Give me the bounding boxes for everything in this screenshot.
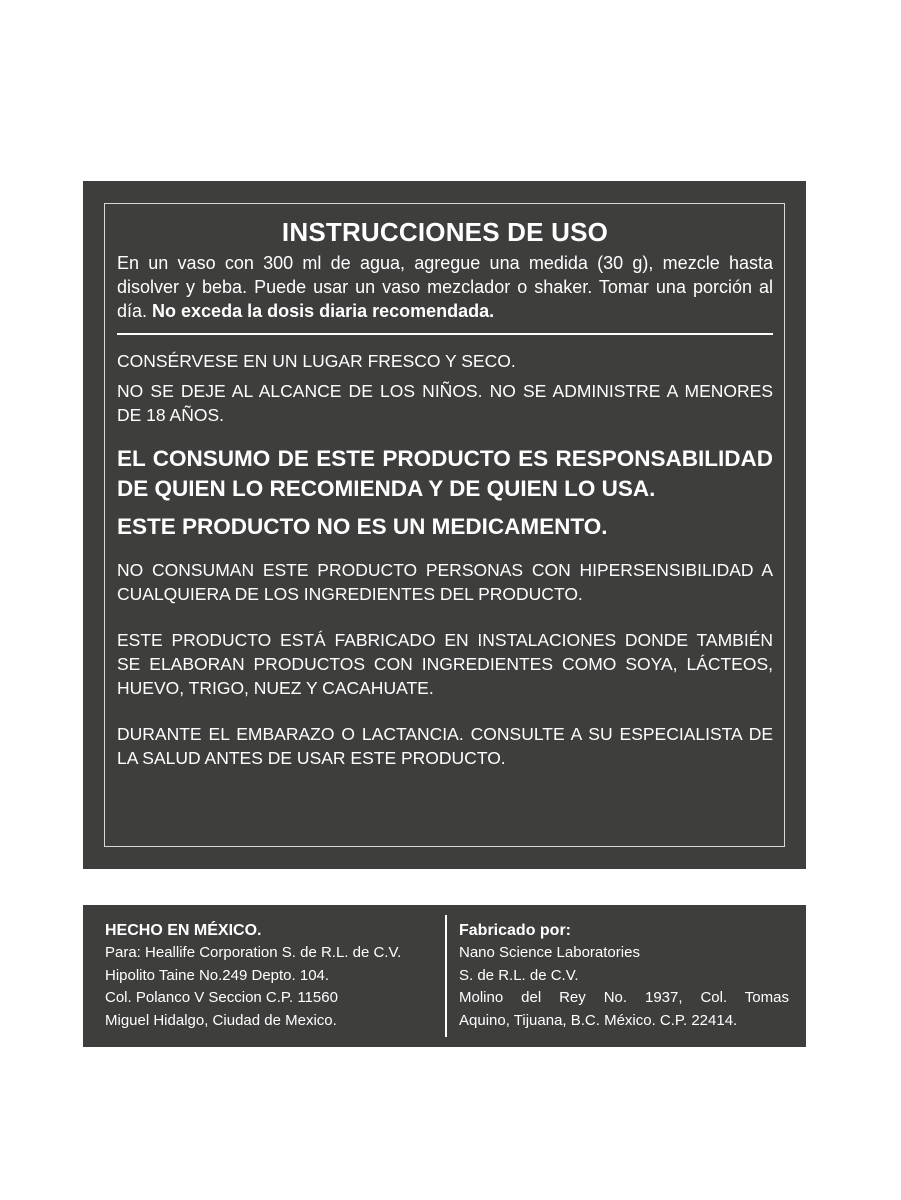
footer-left-line: Hipolito Taine No.249 Depto. 104. bbox=[105, 966, 330, 984]
pregnancy-warning: DURANTE EL EMBARAZO O LACTANCIA. CONSULTE A SU ESPECIALISTA DE LA SALUD ANTES DE USAR ESTE PRODUCTO. bbox=[117, 724, 773, 768]
footer-left-line: Col. Polanco V Seccion C.P. 11560 bbox=[105, 989, 338, 1006]
allergens-warning: ESTE PRODUCTO ESTÁ FABRICADO EN INSTALACIONES DONDE TAMBIÉN SE ELABORAN PRODUCTOS CON INGREDIENTES COMO SOYA, LÁCTEOS, HUEVO, TRIGO, NUEZ Y CACAHUATE. bbox=[117, 630, 773, 698]
children-warning: NO SE DEJE AL ALCANCE DE LOS NIÑOS. NO SE ADMINISTRE A MENORES DE 18 AÑOS. bbox=[117, 381, 773, 425]
footer-divider bbox=[445, 915, 447, 1037]
footer-right-line: Aquino, Tijuana, B.C. México. C.P. 22414. bbox=[459, 1011, 738, 1029]
footer-left-heading: HECHO EN MÉXICO. bbox=[105, 922, 262, 939]
footer-manufacturer bbox=[459, 920, 789, 1032]
instructions-intro-bold: No exceda la dosis diaria recomendada. bbox=[152, 301, 495, 321]
instructions-panel bbox=[83, 181, 806, 869]
footer-made-in bbox=[105, 920, 440, 1032]
not-medicine-notice: ESTE PRODUCTO NO ES UN MEDICAMENTO. bbox=[117, 514, 608, 539]
storage-warning: CONSÉRVESE EN UN LUGAR FRESCO Y SECO. bbox=[117, 351, 516, 371]
section-divider bbox=[117, 333, 773, 335]
instructions-intro bbox=[117, 251, 773, 323]
instructions-title: INSTRUCCIONES DE USO bbox=[281, 217, 609, 247]
footer-panel bbox=[83, 905, 806, 1047]
footer-left-line: Para: Heallife Corporation S. de R.L. de C.V. bbox=[105, 944, 402, 961]
footer-right-heading: Fabricado por: bbox=[459, 922, 572, 939]
responsibility-notice: EL CONSUMO DE ESTE PRODUCTO ES RESPONSABILIDAD DE QUIEN LO RECOMIENDA Y DE QUIEN LO USA. bbox=[117, 446, 773, 501]
hypersensitivity-warning: NO CONSUMAN ESTE PRODUCTO PERSONAS CON HIPERSENSIBILIDAD A CUALQUIERA DE LOS INGREDIENTES DEL PRODUCTO. bbox=[117, 560, 773, 604]
footer-right-line: S. de R.L. de C.V. bbox=[459, 966, 579, 984]
instructions-intro-text: En un vaso con 300 ml de agua, agregue una medida (30 g), mezcle hasta disolver y beba. Puede usar un vaso mezclador o shaker. Tomar una porción al día. bbox=[117, 253, 773, 321]
footer-right-line: Molino del Rey No. 1937, Col. Tomas bbox=[459, 989, 789, 1006]
footer-left-line: Miguel Hidalgo, Ciudad de Mexico. bbox=[105, 1011, 337, 1029]
instructions-content bbox=[117, 217, 773, 770]
footer-right-line: Nano Science Laboratories bbox=[459, 944, 640, 961]
